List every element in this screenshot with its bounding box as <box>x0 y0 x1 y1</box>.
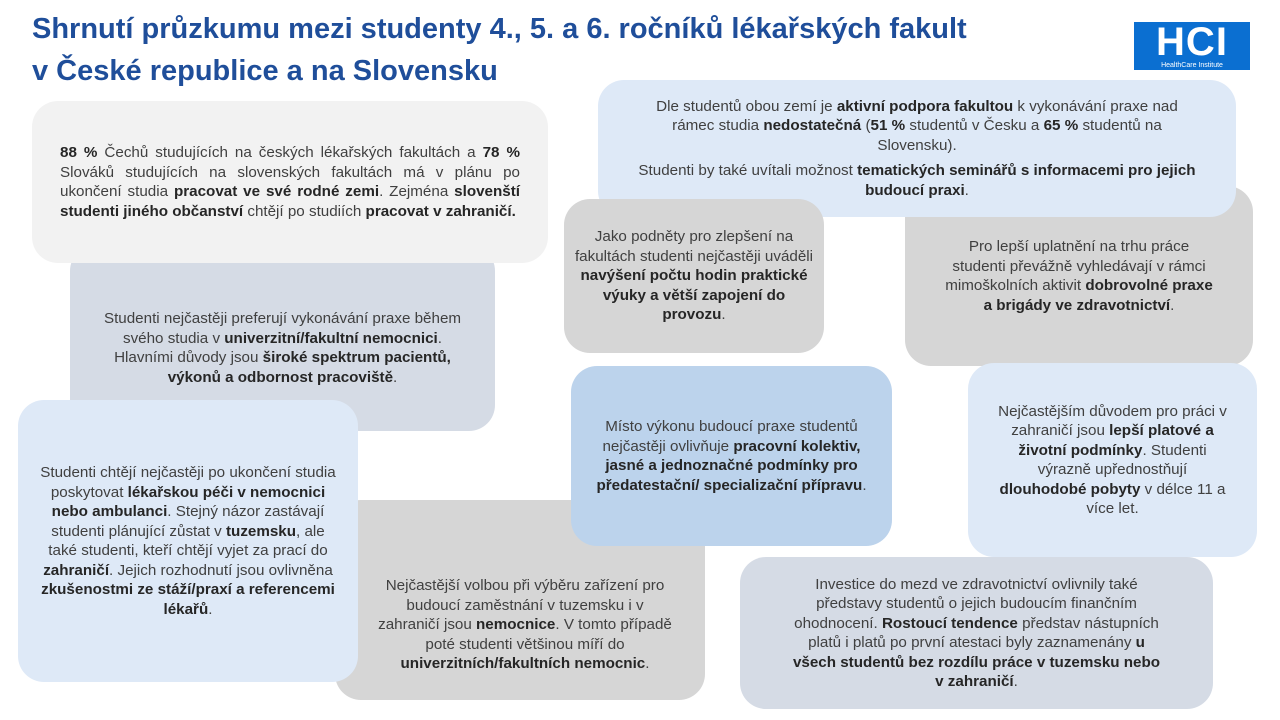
facility-choice-box: Nejčastější volbou při výběru zařízení pro budoucí zaměstnání v tuzemsku i v zahraničí jsou nemocnice. V tomto případě poté studenti většinou míří do univerzitních/fakultních nemocnic. <box>335 500 705 700</box>
abroad-reasons-box: Nejčastějším důvodem pro práci v zahraničí jsou lepší platové a životní podmínky. Studenti výrazně upřednostňují dlouhodobé pobyty v délce 11 a více let. <box>968 363 1257 557</box>
title-line-2: v České republice a na Slovensku <box>32 55 498 87</box>
job-market-box: Pro lepší uplatnění na trhu práce studenti převážně vyhledávají v rámci mimoškolních aktivit dobrovolné praxe a brigády ve zdravotnictví. <box>905 186 1253 366</box>
logo-subtitle: HealthCare Institute <box>1161 62 1223 69</box>
salary-expectations-box: Investice do mezd ve zdravotnictví ovlivnily také představy studentů o jejich budoucím finančním ohodnocení. Rostoucí tendence představ nástupních platů i platů po první atestaci byly zaznamenány u všech studentů bez rozdílu práce v tuzemsku nebo v zahraničí. <box>740 557 1213 709</box>
practice-preference-box: Studenti nejčastěji preferují vykonávání praxe během svého studia v univerzitní/fakultní nemocnici. Hlavními důvody jsou široké spektrum pacientů, výkonů a odbornost pracoviště. <box>70 245 495 431</box>
care-preference-box: Studenti chtějí nejčastěji po ukončení studia poskytovat lékařskou péči v nemocnici nebo ambulanci. Stejný názor zastávají studenti plánující zůstat v tuzemsku, ale také studenti, kteří chtějí vyjet za prací do zahraničí. Jejich rozhodnutí jsou ovlivněna zkušenostmi ze stáží/praxí a referencemi lékařů. <box>18 400 358 682</box>
hci-logo <box>1134 22 1250 70</box>
faculty-support-box: Dle studentů obou zemí je aktivní podpora fakultou k vykonávání praxe nad rámec studia nedostatečná (51 % studentů v Česku a 65 % studentů na Slovensku). Studenti by také uvítali možnost tematických seminářů s informacemi pro jejich budoucí praxi. <box>598 80 1236 217</box>
home-country-box: 88 % Čechů studujících na českých lékařských fakultách a 78 % Slováků studujících na slovenských fakultách má v plánu po ukončení studia pracovat ve své rodné zemi. Zejména slovenští studenti jiného občanství chtějí po studiích pracovat v zahraničí. <box>32 101 548 263</box>
title-line-1: Shrnutí průzkumu mezi studenty 4., 5. a 6. ročníků lékařských fakult <box>32 13 967 45</box>
workplace-factors-box: Místo výkonu budoucí praxe studentů nejčastěji ovlivňuje pracovní kolektiv, jasné a jednoznačné podmínky pro předatestační/ specializační přípravu. <box>571 366 892 546</box>
logo-text: HCI <box>1156 20 1228 64</box>
improvements-box: Jako podněty pro zlepšení na fakultách studenti nejčastěji uváděli navýšení počtu hodin praktické výuky a větší zapojení do provozu. <box>564 199 824 353</box>
